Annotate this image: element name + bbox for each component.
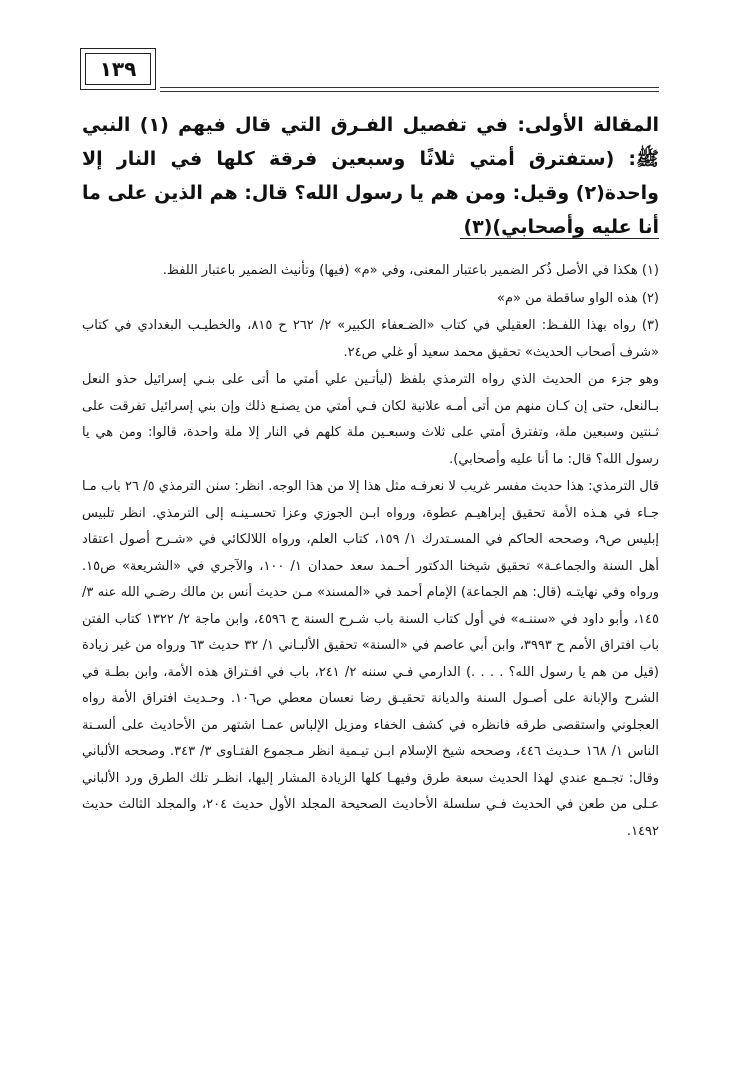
footnote-3-continued: وهو جزء من الحديث الذي رواه الترمذي بلفظ (ليأتـين علي أمتي ما أتى على بنـي إسرائيل حذو النعل بـالنعل، حتى إن كـان منهم من أتى أمـه علانية لكان فـي أمتي من يصنـع ذلك وإن بني إسرائيل تفرقت على ثـنتين وسبعين ملة، وتفترق أمتي على ثلاث وسبعـين ملة كلهم في النار إلا ملة واحدة، قالوا: ومن هي يا رسول الله؟ قال: ما أنا عليه وأصحابي). [82,372,659,467]
header-rule-double [160,91,659,92]
section-body: في تفصيل الفـرق التي قال فيهم (١) النبي ﷺ: (ستفترق أمتي ثلاثًا وسبعين فرقة كلها في النار إلا واحدة(٢) وقيل: ومن هم يا رسول الله؟ قال: هم الذين على ما أنا عليه وأصحابي)(٣) [82,114,659,238]
section-heading: المقالة الأولى: [517,114,659,136]
main-text [82,108,659,244]
footnote-1: (١) هكذا في الأصل ذُكر الضمير باعتبار المعنى، وفي «م» (فيها) وتأنيث الضمير باعتبار اللفظ. [162,263,659,278]
footnote-3: (٣) رواه بهذا اللفـظ: العقيلي في كتاب «الضـعفاء الكبير» ٢/ ٢٦٢ ح ٨١٥، والخطيـب البغدادي في كتاب «شرف أصحاب الحديث» تحقيق محمد سعيد أو غلي ص٢٤. [82,318,660,360]
footnote-2: (٢) هذه الواو ساقطة من «م» [497,290,659,306]
header-rule [160,87,659,88]
page-number-frame [80,48,156,90]
footnote-separator [460,238,659,239]
footnote-3-sources: قال الترمذي: هذا حديث مفسر غريب لا نعرفـه مثل هذا إلا من هذا الوجه. انظر: سنن الترمذي ٥/ ٢٦ باب مـا جـاء في هـذه الأمة تحقيق إبراهيـم عطوة، ورواه ابـن الجوزي وعزا تحسـينـه إلى الترمذي. انظر تلبيس إبليس ص٩، وصححه الحاكم في المسـتدرك ١/ ١٥٩، كتاب العلم، ورواه اللالكائي في «شـرح أصول اعتقاد أهل السنة والجماعـة» تحقيق شيخنا الدكتور أحـمد سعد حمدان ١/ ١٠٠، والآجري في «الشريعة» ص١٥. ورواه وفي نهايتـه (قال: هم الجماعة) الإمام أحمد في «المسند» مـن حديث أنس بن مالك رضـي الله عنه ٣/ ١٤٥، وأبو داود في «سننـه» في أول كتاب السنة باب شـرح السنة ح ٤٥٩٦، وابن ماجة ٢/ ١٣٢٢ كتاب الفتن باب افتراق الأمم ح ٣٩٩٣، وابن أبي عاصم في «السنة» تحقيق الألبـاني ١/ ٣٢ حديث ٦٣ ورواه من غير زيادة (قيل من هم يا رسول الله؟ . . . .) الدارمي فـي سننه ٢/ ٢٤١، باب في افـتراق هذه الأمة، وابن بطـة في الشرح والإبانة على أصـول السنة والديانة تحقيـق رضا نعسان معطي ص١٠٦. وحـديث افتراق الأمة رواه العجلوني واستقصى طرقه فانظره في كشف الخفاء ومزيل الإلباس عمـا اشتهر من الأحاديث على ألسـنة الناس ١/ ١٦٨ حـديث ٤٤٦، وصححه شيخ الإسلام ابـن تيـمية انظر مـجموع الفتـاوى ٣/ ٣٤٣. وصححه الألباني وقال: تجـمع عندي لهذا الحديث سبعة طرق وفيهـا كلها الزيادة المشار إليها، انظـر تلك الطرق ورد الألباني عـلى من طعن في الحديث فـي سلسلة الأحاديث الصحيحة المجلد الأول حديث ٢٠٤، والمجلد الثالث حديث ١٤٩٢. [82,479,660,839]
page-number: ١٣٩ [85,53,151,85]
footnotes [82,258,659,845]
